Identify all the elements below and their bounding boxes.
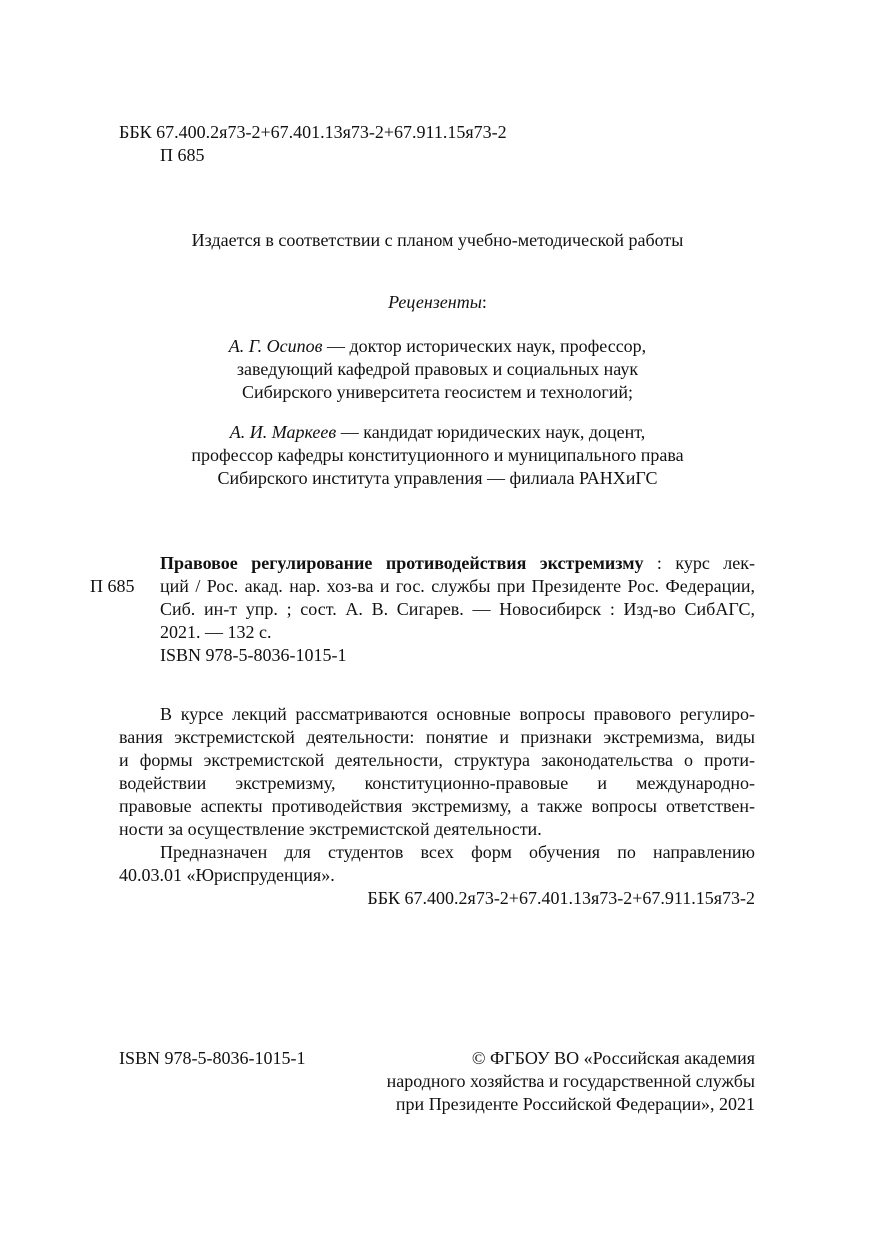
publication-note-text: Издается в соответствии с планом учебно-методической работы [191,230,684,250]
catalog-line3: Сиб. ин-т упр. ; сост. А. В. Сигарев. — Новосибирск : Изд-во СибАГС, [160,599,755,619]
annotation-p1-line2: вания экстремистской деятельности: понятие и признаки экстремизма, виды [119,727,755,747]
catalog-isbn: ISBN 978-5-8036-1015-1 [160,645,347,665]
footer-copyright [330,1047,755,1116]
annotation-p1-line5: правовые аспекты противодействия экстремизму, а также вопросы ответствен- [119,796,755,816]
reviewer-2-name: А. И. Маркеев [229,422,337,442]
catalog-line4: 2021. — 132 с. [160,622,272,642]
catalog-mark [90,575,135,598]
reviewer-1-line1: — доктор исторических наук, профессор, [322,336,647,356]
copyright-line1: © ФГБОУ ВО «Российская академия [471,1048,755,1068]
author-mark [160,144,205,167]
catalog-mark-text: П 685 [90,576,135,596]
author-mark-text: П 685 [160,145,205,165]
annotation [119,703,755,910]
catalog-line2: ций / Рос. акад. нар. хоз-ва и гос. службы при Президенте Рос. Федерации, [160,576,755,596]
reviewers-heading-colon: : [481,292,487,312]
reviewer-1-name: А. Г. Осипов [228,336,323,356]
reviewer-2-line2: профессор кафедры конституционного и муниципального права [191,445,684,465]
bbk-text: ББК 67.400.2я73-2+67.401.13я73-2+67.911.15я73-2 [119,122,507,142]
bbk-code [119,121,507,144]
reviewer-2 [0,421,875,490]
copyright-line3: при Президенте Российской Федерации», 2021 [395,1094,755,1114]
annotation-p2-line2: 40.03.01 «Юриспруденция». [119,865,335,885]
reviewer-2-line3: Сибирского института управления — филиала РАНХиГС [217,468,658,488]
annotation-bbk: ББК 67.400.2я73-2+67.401.13я73-2+67.911.15я73-2 [367,888,755,908]
copyright-line2: народного хозяйства и государственной службы [386,1071,755,1091]
reviewer-1-line3: Сибирского университета геосистем и технологий; [241,382,634,402]
annotation-p1-line3: и формы экстремистской деятельности, структура законодательства о проти- [119,750,755,770]
catalog-entry [160,552,755,667]
publication-note [0,229,875,252]
annotation-p2-line1: Предназначен для студентов всех форм обучения по направлению [160,842,755,862]
reviewer-2-line1: — кандидат юридических наук, доцент, [336,422,646,442]
footer-isbn [119,1047,306,1070]
catalog-title: Правовое регулирование противодействия экстремизму [160,553,644,573]
footer-isbn-text: ISBN 978-5-8036-1015-1 [119,1048,306,1068]
annotation-p1-line1: В курсе лекций рассматриваются основные вопросы правового регулиро- [160,704,755,724]
catalog-line1-rest: : курс лек- [643,553,755,573]
reviewer-1-line2: заведующий кафедрой правовых и социальных наук [236,359,639,379]
reviewer-1 [0,335,875,404]
annotation-p1-line6: ности за осуществление экстремистской деятельности. [119,819,542,839]
reviewers-heading [0,291,875,314]
reviewers-heading-label: Рецензенты [388,292,482,312]
annotation-p1-line4: водействии экстремизму, конституционно-правовые и международно- [119,773,755,793]
